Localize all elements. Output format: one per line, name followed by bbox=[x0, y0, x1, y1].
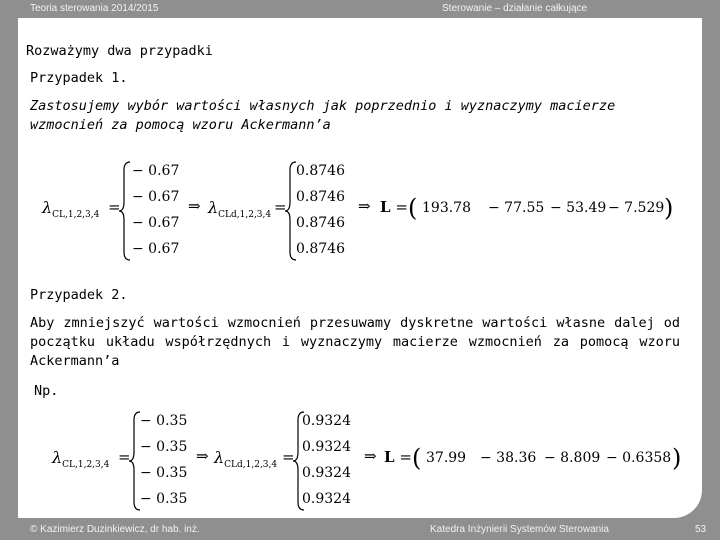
lambda-cld-values: 0.9324 0.9324 0.9324 0.9324 bbox=[302, 413, 351, 507]
lambda-cl-label: $\lambda_{CL,1,2,3,4}$ bbox=[42, 198, 100, 221]
slide-content bbox=[18, 18, 702, 518]
page-number: 53 bbox=[695, 524, 707, 535]
header-bar bbox=[0, 0, 720, 18]
case1-text: Zastosujemy wybór wartości własnych jak poprzednio i wyznaczymy macierze wzmocnień za pomocą wzoru Ackermann’a bbox=[30, 98, 616, 133]
lambda-cl-values: − 0.35 − 0.35 − 0.35 − 0.35 bbox=[140, 413, 188, 507]
equation-case1: $\lambda_{CL,1,2,3,4}$ = − 0.67 − 0.67 − 0.67 − 0.67 ⇒ $\lambda_{CLd,1,2,3,4}$ = 0.8746 0.8746 0.8746 0.8746 ⇒ L = ( 193.78 − 77.55 − 53.49 − 7.529 ) bbox=[18, 154, 702, 264]
example-label: Np. bbox=[34, 383, 59, 399]
left-brace-icon bbox=[118, 160, 132, 262]
case2-title: Przypadek 2. bbox=[30, 287, 128, 303]
case2-text: Aby zmniejszyć wartości wzmocnień przesuwamy dyskretne wartości własne dalej od początku układu współrzędnych i wyznaczymy macierze wzmocnień za pomocą wzoru Ackermann’a bbox=[30, 315, 680, 369]
implies-arrow: ⇒ bbox=[196, 447, 209, 465]
footer-bar bbox=[0, 520, 720, 540]
gain-label: L = bbox=[380, 198, 408, 216]
lambda-cl-label: $\lambda_{CL,1,2,3,4}$ bbox=[52, 448, 110, 471]
author-credit: © Kazimierz Duzinkiewicz, dr hab. inż. bbox=[30, 524, 200, 535]
slide-topic: Sterowanie – działanie całkujące bbox=[442, 3, 588, 14]
department-name: Katedra Inżynierii Systemów Sterowania bbox=[430, 524, 609, 535]
case1-title: Przypadek 1. bbox=[30, 70, 128, 86]
lambda-cl-values: − 0.67 − 0.67 − 0.67 − 0.67 bbox=[132, 163, 180, 257]
equals-sign: = bbox=[108, 198, 121, 216]
gain-label: L = bbox=[384, 448, 412, 466]
equation-case2: $\lambda_{CL,1,2,3,4}$ = − 0.35 − 0.35 − 0.35 − 0.35 ⇒ $\lambda_{CLd,1,2,3,4}$ = 0.9324 0.9324 0.9324 0.9324 ⇒ L = ( 37.99 − 38.36 − 8.809 − 0.6358 ) bbox=[18, 404, 702, 516]
lambda-cld-values: 0.8746 0.8746 0.8746 0.8746 bbox=[296, 163, 345, 257]
course-title: Teoria sterowania 2014/2015 bbox=[30, 3, 159, 14]
intro-text: Rozważymy dwa przypadki bbox=[26, 43, 213, 59]
equals-sign: = bbox=[118, 448, 131, 466]
implies-arrow: ⇒ bbox=[188, 197, 201, 215]
lambda-cld-label: $\lambda_{CLd,1,2,3,4}$ bbox=[208, 198, 272, 221]
equals-sign: = bbox=[282, 448, 295, 466]
implies-arrow: ⇒ bbox=[364, 447, 377, 465]
implies-arrow: ⇒ bbox=[358, 197, 371, 215]
lambda-cld-label: $\lambda_{CLd,1,2,3,4}$ bbox=[214, 448, 278, 471]
equals-sign: = bbox=[274, 198, 287, 216]
